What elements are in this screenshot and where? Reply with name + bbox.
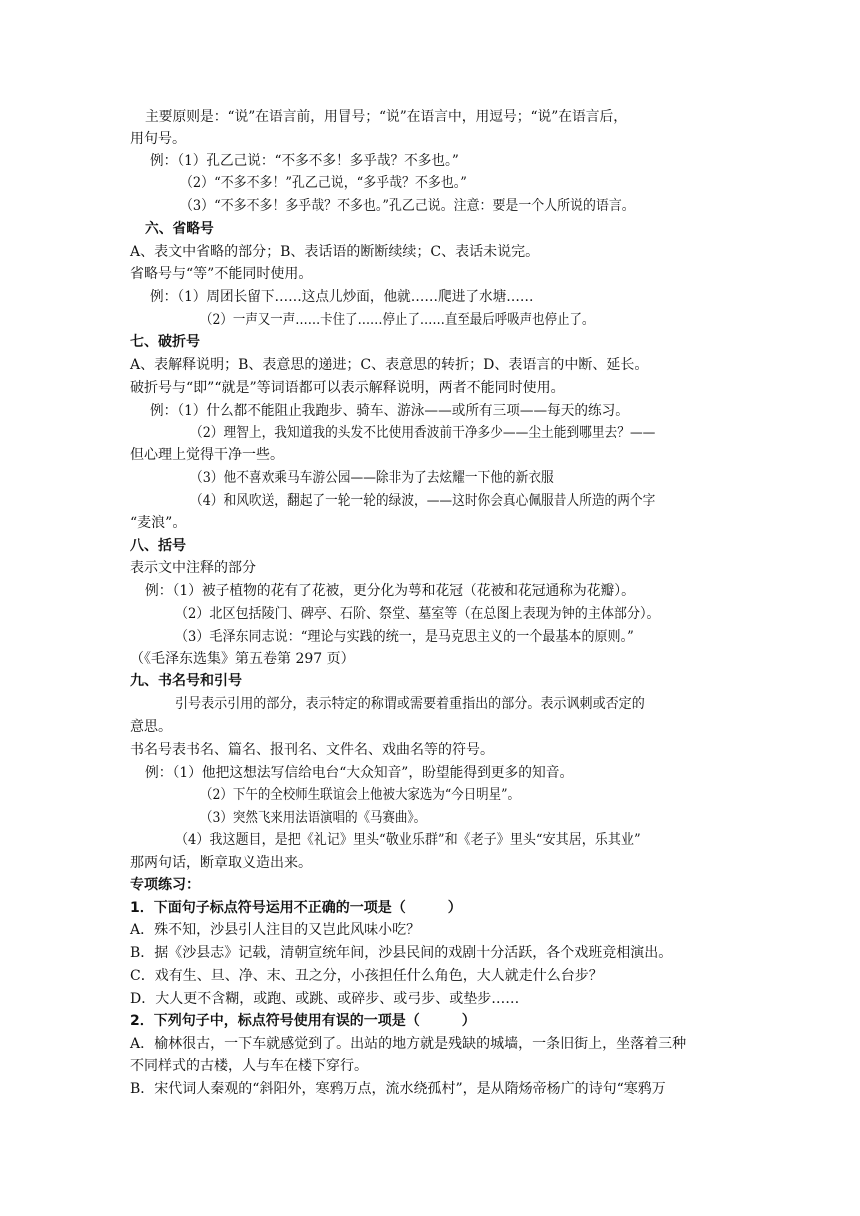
question-option: 不同样式的古楼，人与车在楼下穿行。 bbox=[130, 1058, 368, 1074]
text-line: 引号表示引用的部分，表示特定的称谓或需要着重指出的部分。表示讽刺或否定的 bbox=[175, 696, 645, 712]
text-line: “麦浪”。 bbox=[130, 515, 187, 531]
text-line: （3）毛泽东同志说：“理论与实践的统一，是马克思主义的一个最基本的原则。” bbox=[175, 629, 634, 645]
text-line: 省略号与“等”不能同时使用。 bbox=[130, 266, 313, 282]
text-line: 用句号。 bbox=[130, 131, 186, 147]
section-heading: 八、括号 bbox=[130, 538, 186, 554]
text-line: （2）下午的全校师生联谊会上他被大家选为“今日明星”。 bbox=[200, 787, 520, 803]
text-line: A、表文中省略的部分；B、表话语的断断续续；C、表话未说完。 bbox=[130, 244, 540, 260]
text-line: 表示文中注释的部分 bbox=[130, 560, 256, 576]
text-line: （4）我这题目，是把《礼记》里头“敬业乐群”和《老子》里头“安其居，乐其业” bbox=[175, 832, 641, 848]
question-stem: 2．下列句子中，标点符号使用有误的一项是（ ） bbox=[130, 1013, 476, 1029]
section-heading: 专项练习： bbox=[130, 877, 200, 893]
section-heading: 九、书名号和引号 bbox=[130, 673, 242, 689]
text-line: 主要原则是：“说”在语言前，用冒号；“说”在语言中，用逗号；“说”在语言后， bbox=[145, 109, 628, 125]
text-line: 例：（1）周团长留下……这点儿炒面，他就……爬进了水塘…… bbox=[150, 289, 534, 305]
question-stem: 1．下面句子标点符号运用不正确的一项是（ ） bbox=[130, 900, 462, 916]
text-line: 例：（1）他把这想法写信给电台“大众知音”，盼望能得到更多的知音。 bbox=[145, 765, 574, 781]
text-line: （3）突然飞来用法语演唱的《马赛曲》。 bbox=[200, 810, 427, 826]
text-line: 破折号与“即”“就是”等词语都可以表示解释说明，两者不能同时使用。 bbox=[130, 380, 565, 396]
section-heading: 七、破折号 bbox=[130, 334, 200, 350]
text-line: （3）“不多不多！多乎哉？不多也。”孔乙己说。注意：要是一个人所说的语言。 bbox=[180, 198, 635, 214]
text-line: （2）北区包括陵门、碑亭、石阶、祭堂、墓室等（在总图上表现为钟的主体部分）。 bbox=[175, 606, 660, 622]
text-line: 例：（1）孔乙己说：“不多不多！多乎哉？不多也。” bbox=[150, 153, 459, 169]
text-line: 那两句话，断章取义造出来。 bbox=[130, 855, 312, 871]
text-line: 但心理上觉得干净一些。 bbox=[130, 447, 284, 463]
question-option: D．大人更不含糊，或跑、或跳、或碎步、或弓步、或垫步…… bbox=[130, 991, 520, 1007]
text-line: 意思。 bbox=[130, 719, 172, 735]
question-option: A．殊不知，沙县引人注目的又岂此风味小吃？ bbox=[130, 922, 421, 938]
question-option: B．宋代词人秦观的“斜阳外，寒鸦万点，流水绕孤村”，是从隋炀帝杨广的诗句“寒鸦万 bbox=[130, 1081, 666, 1097]
text-line: （3）他不喜欢乘马车游公园——除非为了去炫耀一下他的新衣服 bbox=[190, 470, 554, 486]
question-option: C．戏有生、旦、净、末、丑之分，小孩担任什么角色，大人就走什么台步？ bbox=[130, 968, 603, 984]
text-line: （2）一声又一声……卡住了……停止了……直至最后呼吸声也停止了。 bbox=[200, 312, 595, 328]
text-line: A、表解释说明；B、表意思的递进；C、表意思的转折；D、表语言的中断、延长。 bbox=[130, 357, 649, 373]
text-line: 书名号表书名、篇名、报刊名、文件名、戏曲名等的符号。 bbox=[130, 742, 494, 758]
text-line: 例：（1）被子植物的花有了花被，更分化为萼和花冠（花被和花冠通称为花瓣）。 bbox=[145, 583, 635, 599]
text-line: （2）“不多不多！”孔乙己说，“多乎哉？不多也。” bbox=[180, 175, 467, 191]
question-option: A．榆林很古，一下车就感觉到了。出站的地方就是残缺的城墙，一条旧街上，坐落着三种 bbox=[130, 1036, 687, 1052]
text-line: （《毛泽东选集》第五卷第 297 页） bbox=[130, 651, 355, 667]
section-heading: 六、省略号 bbox=[145, 221, 214, 237]
text-line: （4）和风吹送，翻起了一轮一轮的绿波，——这时你会真心佩服昔人所造的两个字 bbox=[190, 493, 656, 509]
text-line: 例：（1）什么都不能阻止我跑步、骑车、游泳——或所有三项——每天的练习。 bbox=[150, 403, 629, 419]
text-line: （2）理智上，我知道我的头发不比使用香波前干净多少——尘土能到哪里去？—— bbox=[190, 425, 656, 441]
question-option: B．据《沙县志》记载，清朝宣统年间，沙县民间的戏剧十分活跃，各个戏班竞相演出。 bbox=[130, 945, 673, 961]
